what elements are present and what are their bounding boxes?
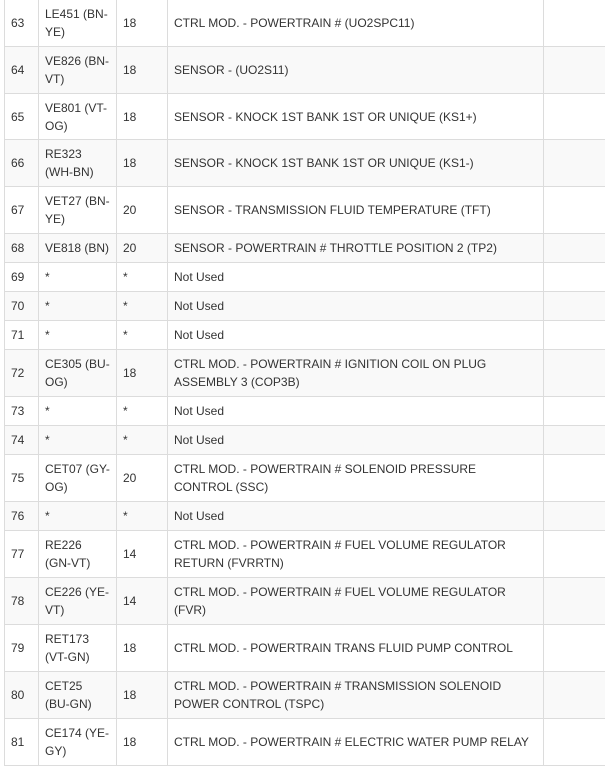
- extra-cell: [544, 672, 605, 719]
- pin-number-cell: 73: [5, 397, 39, 426]
- extra-cell: [544, 719, 605, 766]
- circuit-cell: VE818 (BN): [39, 234, 117, 263]
- table-row: [5, 187, 605, 234]
- table-row: [5, 578, 605, 625]
- extra-cell: [544, 578, 605, 625]
- wire-gauge-cell: *: [117, 426, 168, 455]
- circuit-cell: CE226 (YE-VT): [39, 578, 117, 625]
- pin-number-cell: 64: [5, 47, 39, 94]
- pin-number-cell: 63: [5, 0, 39, 47]
- circuit-description-cell: CTRL MOD. - POWERTRAIN # FUEL VOLUME REGULATOR (FVR): [168, 578, 544, 625]
- wire-gauge-cell: 18: [117, 140, 168, 187]
- table-row: [5, 397, 605, 426]
- circuit-cell: RE226 (GN-VT): [39, 531, 117, 578]
- circuit-cell: *: [39, 397, 117, 426]
- pin-number-cell: 65: [5, 94, 39, 140]
- circuit-description-cell: SENSOR - POWERTRAIN # THROTTLE POSITION 2 (TP2): [168, 234, 544, 263]
- wire-gauge-cell: 18: [117, 94, 168, 140]
- pin-number-cell: 78: [5, 578, 39, 625]
- pin-number-cell: 67: [5, 187, 39, 234]
- wire-gauge-cell: 18: [117, 625, 168, 672]
- extra-cell: [544, 426, 605, 455]
- table-row: [5, 719, 605, 766]
- circuit-cell: *: [39, 426, 117, 455]
- extra-cell: [544, 531, 605, 578]
- circuit-description-cell: CTRL MOD. - POWERTRAIN # SOLENOID PRESSURE CONTROL (SSC): [168, 455, 544, 502]
- circuit-description-cell: Not Used: [168, 321, 544, 350]
- wire-gauge-cell: 20: [117, 234, 168, 263]
- wire-gauge-cell: 18: [117, 350, 168, 397]
- table-row: [5, 455, 605, 502]
- circuit-cell: *: [39, 292, 117, 321]
- circuit-cell: VET27 (BN-YE): [39, 187, 117, 234]
- table-row: [5, 531, 605, 578]
- table-row: [5, 140, 605, 187]
- circuit-description-cell: Not Used: [168, 292, 544, 321]
- pin-number-cell: 76: [5, 502, 39, 531]
- wire-gauge-cell: 18: [117, 0, 168, 47]
- table-row: [5, 94, 605, 140]
- pin-number-cell: 79: [5, 625, 39, 672]
- table-row: [5, 0, 605, 47]
- circuit-cell: CE305 (BU-OG): [39, 350, 117, 397]
- wire-gauge-cell: *: [117, 397, 168, 426]
- circuit-description-cell: CTRL MOD. - POWERTRAIN # (UO2SPC11): [168, 0, 544, 47]
- circuit-cell: CET25 (BU-GN): [39, 672, 117, 719]
- pinout-table-body: [5, 0, 605, 766]
- table-row: [5, 672, 605, 719]
- extra-cell: [544, 263, 605, 292]
- wire-gauge-cell: 18: [117, 47, 168, 94]
- extra-cell: [544, 455, 605, 502]
- pin-number-cell: 75: [5, 455, 39, 502]
- circuit-cell: CE174 (YE-GY): [39, 719, 117, 766]
- wire-gauge-cell: *: [117, 263, 168, 292]
- extra-cell: [544, 292, 605, 321]
- pin-number-cell: 70: [5, 292, 39, 321]
- extra-cell: [544, 234, 605, 263]
- extra-cell: [544, 187, 605, 234]
- pin-number-cell: 81: [5, 719, 39, 766]
- table-row: [5, 292, 605, 321]
- table-row: [5, 625, 605, 672]
- circuit-description-cell: CTRL MOD. - POWERTRAIN # ELECTRIC WATER PUMP RELAY: [168, 719, 544, 766]
- table-row: [5, 321, 605, 350]
- pin-number-cell: 74: [5, 426, 39, 455]
- extra-cell: [544, 625, 605, 672]
- extra-cell: [544, 140, 605, 187]
- extra-cell: [544, 94, 605, 140]
- circuit-cell: CET07 (GY-OG): [39, 455, 117, 502]
- wire-gauge-cell: 14: [117, 578, 168, 625]
- circuit-description-cell: CTRL MOD. - POWERTRAIN # IGNITION COIL ON PLUG ASSEMBLY 3 (COP3B): [168, 350, 544, 397]
- circuit-description-cell: CTRL MOD. - POWERTRAIN # TRANSMISSION SOLENOID POWER CONTROL (TSPC): [168, 672, 544, 719]
- extra-cell: [544, 0, 605, 47]
- extra-cell: [544, 350, 605, 397]
- extra-cell: [544, 47, 605, 94]
- table-row: [5, 502, 605, 531]
- pin-number-cell: 77: [5, 531, 39, 578]
- circuit-description-cell: SENSOR - KNOCK 1ST BANK 1ST OR UNIQUE (KS1-): [168, 140, 544, 187]
- wire-gauge-cell: 20: [117, 187, 168, 234]
- circuit-cell: LE451 (BN-YE): [39, 0, 117, 47]
- table-row: [5, 47, 605, 94]
- pin-number-cell: 71: [5, 321, 39, 350]
- table-row: [5, 350, 605, 397]
- wire-gauge-cell: *: [117, 321, 168, 350]
- connector-pinout-table: [4, 0, 605, 766]
- wire-gauge-cell: 14: [117, 531, 168, 578]
- pin-number-cell: 66: [5, 140, 39, 187]
- circuit-description-cell: SENSOR - KNOCK 1ST BANK 1ST OR UNIQUE (KS1+): [168, 94, 544, 140]
- circuit-cell: *: [39, 321, 117, 350]
- wire-gauge-cell: 18: [117, 719, 168, 766]
- circuit-description-cell: Not Used: [168, 263, 544, 292]
- circuit-cell: *: [39, 263, 117, 292]
- circuit-cell: RET173 (VT-GN): [39, 625, 117, 672]
- wire-gauge-cell: 20: [117, 455, 168, 502]
- table-row: [5, 426, 605, 455]
- circuit-description-cell: CTRL MOD. - POWERTRAIN # FUEL VOLUME REGULATOR RETURN (FVRRTN): [168, 531, 544, 578]
- circuit-cell: VE826 (BN-VT): [39, 47, 117, 94]
- circuit-cell: *: [39, 502, 117, 531]
- wire-gauge-cell: 18: [117, 672, 168, 719]
- pin-number-cell: 69: [5, 263, 39, 292]
- circuit-cell: RE323 (WH-BN): [39, 140, 117, 187]
- extra-cell: [544, 397, 605, 426]
- pin-number-cell: 72: [5, 350, 39, 397]
- circuit-description-cell: SENSOR - TRANSMISSION FLUID TEMPERATURE (TFT): [168, 187, 544, 234]
- circuit-description-cell: Not Used: [168, 502, 544, 531]
- extra-cell: [544, 502, 605, 531]
- circuit-description-cell: Not Used: [168, 397, 544, 426]
- pin-number-cell: 80: [5, 672, 39, 719]
- pin-number-cell: 68: [5, 234, 39, 263]
- extra-cell: [544, 321, 605, 350]
- table-row: [5, 263, 605, 292]
- circuit-cell: VE801 (VT-OG): [39, 94, 117, 140]
- table-row: [5, 234, 605, 263]
- wire-gauge-cell: *: [117, 502, 168, 531]
- circuit-description-cell: Not Used: [168, 426, 544, 455]
- wire-gauge-cell: *: [117, 292, 168, 321]
- circuit-description-cell: CTRL MOD. - POWERTRAIN TRANS FLUID PUMP CONTROL: [168, 625, 544, 672]
- circuit-description-cell: SENSOR - (UO2S11): [168, 47, 544, 94]
